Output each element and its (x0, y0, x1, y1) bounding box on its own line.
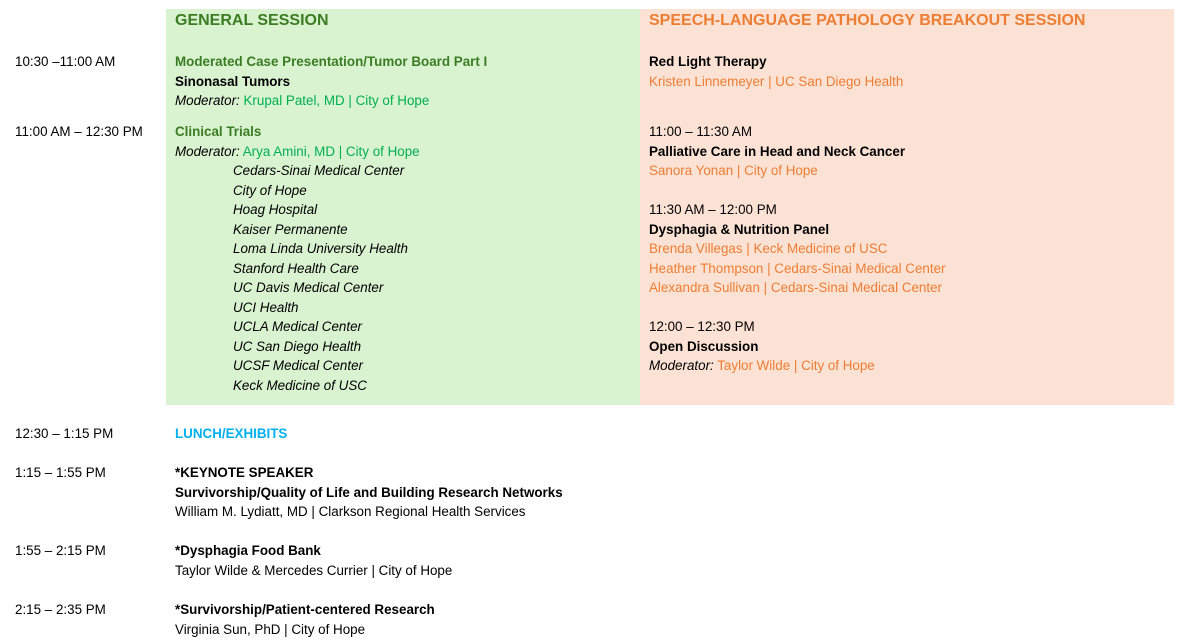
keynote-label: *KEYNOTE SPEAKER (175, 465, 314, 480)
palliative-time: 11:00 – 11:30 AM (649, 124, 752, 139)
tumor-board-subtitle: Sinonasal Tumors (175, 74, 291, 89)
panel-speaker: Brenda Villegas | Keck Medicine of USC (649, 241, 888, 256)
open-discussion-moderator (649, 357, 875, 374)
panel-speaker: Heather Thompson | Cedars-Sinai Medical Center (649, 261, 946, 276)
panel-speaker: Alexandra Sullivan | Cedars-Sinai Medical Center (649, 280, 943, 295)
trial-site: Stanford Health Care (233, 261, 359, 276)
survivorship-speaker: Virginia Sun, PhD | City of Hope (175, 622, 366, 637)
trial-site: UC San Diego Health (233, 339, 362, 354)
dysphagia-panel-title: Dysphagia & Nutrition Panel (649, 222, 830, 237)
keynote-speaker: William M. Lydiatt, MD | Clarkson Regional Health Services (175, 504, 526, 519)
palliative-speaker: Sanora Yonan | City of Hope (649, 163, 818, 178)
moderator-label: Moderator: (175, 93, 240, 108)
keynote-title: Survivorship/Quality of Life and Building Research Networks (175, 485, 563, 500)
general-session-heading: GENERAL SESSION (175, 12, 329, 29)
moderator-label: Moderator: (649, 358, 714, 373)
time-slot: 10:30 –11:00 AM (15, 54, 116, 69)
time-slot: 11:00 AM – 12:30 PM (15, 124, 143, 139)
trial-site: UC Davis Medical Center (233, 280, 384, 295)
tumor-board-title: Moderated Case Presentation/Tumor Board Part I (175, 54, 488, 69)
moderator-name: Arya Amini, MD | City of Hope (242, 144, 420, 159)
time-slot: 12:30 – 1:15 PM (15, 426, 114, 441)
open-discussion-title: Open Discussion (649, 339, 759, 354)
time-slot: 1:15 – 1:55 PM (15, 465, 106, 480)
palliative-title: Palliative Care in Head and Neck Cancer (649, 144, 906, 159)
moderator-label: Moderator: (175, 144, 240, 159)
open-discussion-time: 12:00 – 12:30 PM (649, 319, 755, 334)
slp-session-heading: SPEECH-LANGUAGE PATHOLOGY BREAKOUT SESSION (649, 12, 1086, 29)
red-light-title: Red Light Therapy (649, 54, 767, 69)
trial-site: Kaiser Permanente (233, 222, 348, 237)
lunch-exhibits: LUNCH/EXHIBITS (175, 426, 288, 441)
clinical-trials-title: Clinical Trials (175, 124, 262, 139)
red-light-speaker: Kristen Linnemeyer | UC San Diego Health (649, 74, 904, 89)
trial-site: UCI Health (233, 300, 299, 315)
trial-site: Cedars-Sinai Medical Center (233, 163, 405, 178)
trial-site: Loma Linda University Health (233, 241, 408, 256)
dysphagia-panel-time: 11:30 AM – 12:00 PM (649, 202, 777, 217)
trial-site: UCLA Medical Center (233, 319, 362, 334)
trial-site: City of Hope (233, 183, 307, 198)
moderator-name: Krupal Patel, MD | City of Hope (243, 93, 430, 108)
tumor-board-moderator (175, 92, 429, 109)
food-bank-title: *Dysphagia Food Bank (175, 543, 321, 558)
trial-site: Keck Medicine of USC (233, 378, 367, 393)
time-slot: 2:15 – 2:35 PM (15, 602, 106, 617)
trial-site: UCSF Medical Center (233, 358, 363, 373)
survivorship-title: *Survivorship/Patient-centered Research (175, 602, 435, 617)
clinical-trials-moderator (175, 143, 420, 160)
trial-site: Hoag Hospital (233, 202, 318, 217)
time-slot: 1:55 – 2:15 PM (15, 543, 106, 558)
food-bank-speaker: Taylor Wilde & Mercedes Currier | City of Hope (175, 563, 453, 578)
moderator-name: Taylor Wilde | City of Hope (717, 358, 875, 373)
